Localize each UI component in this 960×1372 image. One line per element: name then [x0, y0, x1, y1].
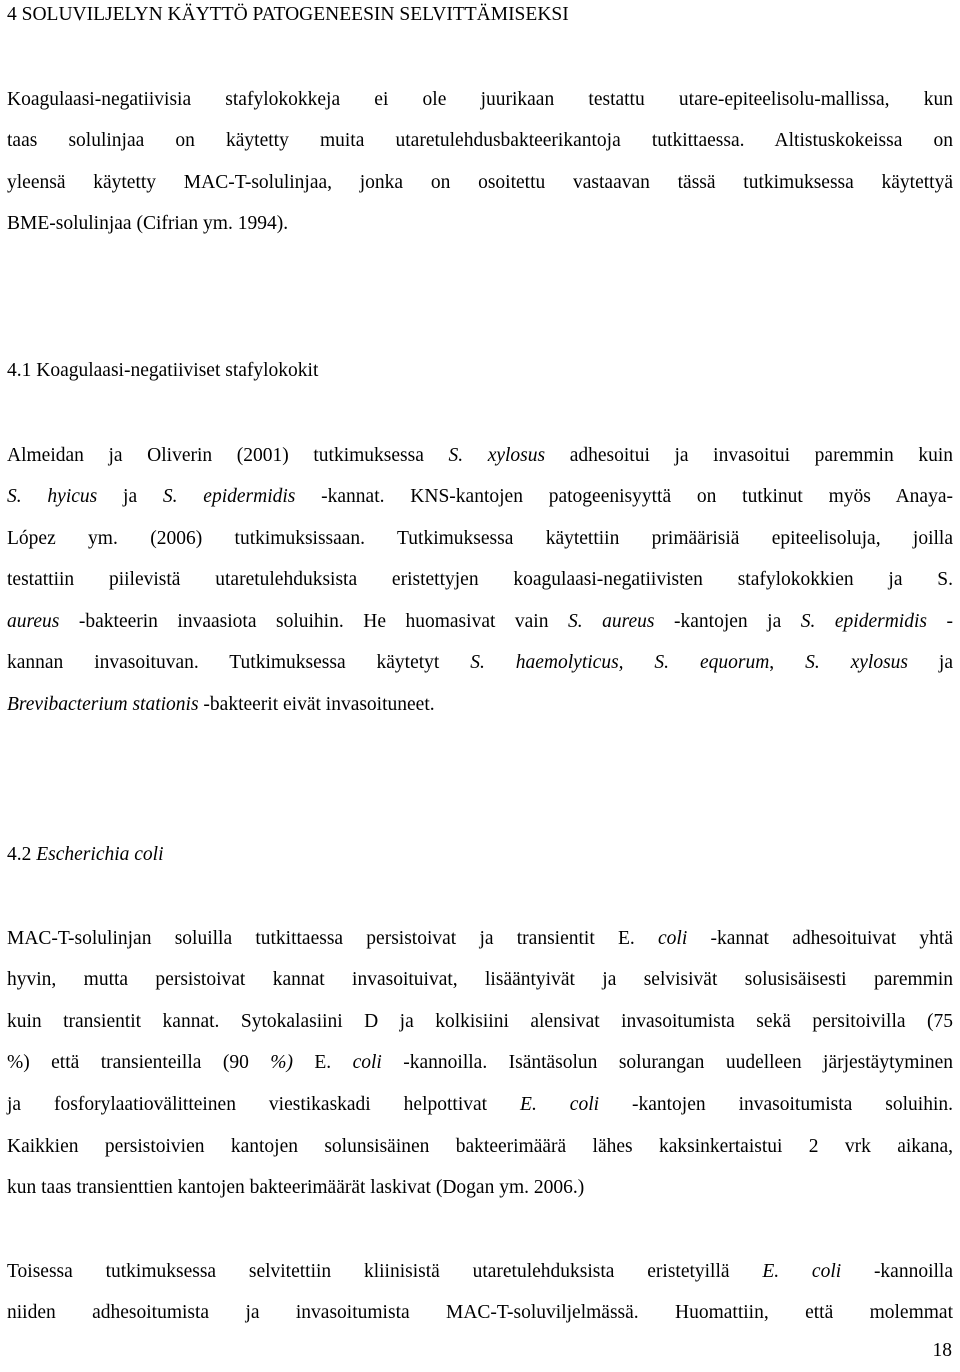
text-line — [7, 693, 953, 717]
section-heading-4-1: 4.1 Koagulaasi-negatiiviset stafylokokit — [7, 360, 319, 381]
text-run: -kannat. KNS-kantojen patogeenisyyttä on tutkinut myös Anaya- — [295, 486, 953, 507]
text-line — [7, 610, 953, 634]
text-run: testattiin piilevistä utaretulehduksista eristettyjen koagulaasi-negatiivisten stafylokokkien ja S. — [7, 569, 953, 590]
text-run: , — [769, 652, 806, 673]
text-line — [7, 1260, 953, 1284]
text-run: E. — [292, 1052, 353, 1073]
text-line — [7, 1093, 953, 1117]
text-run: - — [926, 611, 953, 632]
text-run: %) että transienteilla (90 — [7, 1052, 271, 1073]
italic-text: S. xylosus — [805, 652, 909, 673]
text-run: adhesoitui ja invasoitui paremmin kuin — [545, 445, 953, 466]
text-line — [7, 568, 953, 592]
text-run: -kannat adhesoituivat yhtä — [687, 928, 953, 949]
text-run: ja — [908, 652, 953, 673]
text-line — [7, 1010, 953, 1034]
text-run: ja fosforylaatiovälitteinen viestikaskadi helpottivat — [7, 1094, 521, 1115]
text-run: kuin transientit kannat. Sytokalasiini D ja kolkisiini alensivat invasoitumista sekä persitoivilla (75 — [7, 1011, 953, 1032]
italic-text: S. epidermidis — [800, 611, 927, 632]
text-line — [7, 968, 953, 992]
text-line — [7, 1301, 953, 1325]
text-run: niiden adhesoitumista ja invasoitumista MAC-T-soluviljelmässä. Huomattiin, että molemmat — [7, 1302, 953, 1323]
italic-text: S. xylosus — [448, 445, 546, 466]
italic-text: S. epidermidis — [162, 486, 296, 507]
italic-text: coli — [352, 1052, 382, 1073]
text-line — [7, 1051, 953, 1075]
italic-text: S. aureus — [568, 611, 655, 632]
text-line — [7, 1135, 953, 1159]
italic-text: %) — [270, 1052, 293, 1073]
text-run: -kantojen invasoitumista soluihin. — [599, 1094, 953, 1115]
text-run: -kannoilla — [841, 1261, 953, 1282]
text-run: López ym. (2006) tutkimuksissaan. Tutkimuksessa käytettiin primäärisiä epiteelisoluja, joilla — [7, 528, 953, 549]
text-run: kun taas transienttien kantojen bakteerimäärät laskivat (Dogan ym. 2006.) — [7, 1177, 585, 1198]
italic-text: aureus — [7, 611, 60, 632]
text-line — [7, 444, 953, 468]
text-line — [7, 485, 953, 509]
text-run: -kannoilla. Isäntäsolun solurangan uudelleen järjestäytyminen — [381, 1052, 953, 1073]
text-run: Toisessa tutkimuksessa selvitettiin kliinisistä utaretulehduksista eristetyillä — [7, 1261, 763, 1282]
chapter-heading: 4 SOLUVILJELYN KÄYTTÖ PATOGENEESIN SELVITTÄMISEKSI — [7, 4, 569, 25]
page-number: 18 — [932, 1340, 952, 1361]
text-run: hyvin, mutta persistoivat kannat invasoituivat, lisääntyivät ja selvisivät solusisäisesti paremmin — [7, 969, 953, 990]
italic-text: E. coli — [520, 1094, 600, 1115]
text-line: yleensä käytetty MAC-T-solulinjaa, jonka on osoitettu vastaavan tässä tutkimuksessa käytettyä — [7, 172, 953, 193]
text-run: Almeidan ja Oliverin (2001) tutkimuksessa — [7, 445, 449, 466]
text-line: Koagulaasi-negatiivisia stafylokokkeja ei ole juurikaan testattu utare-epiteelisolu-mallissa, kun — [7, 89, 953, 110]
italic-text: S. hyicus — [7, 486, 98, 507]
text-run: MAC-T-solulinjan soluilla tutkittaessa persistoivat ja transientit E. — [7, 928, 659, 949]
text-run: kannan invasoituvan. Tutkimuksessa käytetyt — [7, 652, 471, 673]
text-line: taas solulinjaa on käytetty muita utaretulehdusbakteerikantoja tutkittaessa. Altistuskokeissa on — [7, 130, 953, 151]
section-heading-4-2 — [7, 844, 164, 866]
text-run: -bakteerit eivät invasoituneet. — [198, 694, 435, 715]
text-run: -bakteerin invaasiota soluihin. He huomasivat vain — [59, 611, 568, 632]
text-line: BME-solulinjaa (Cifrian ym. 1994). — [7, 213, 289, 234]
italic-text: Brevibacterium stationis — [7, 694, 199, 715]
italic-text: coli — [658, 928, 688, 949]
italic-text: E. coli — [762, 1261, 842, 1282]
text-line — [7, 927, 953, 951]
italic-text: S. haemolyticus, S. equorum — [470, 652, 770, 673]
text-line — [7, 651, 953, 675]
text-line — [7, 527, 953, 551]
section-number: 4.2 — [7, 844, 37, 865]
text-run: Kaikkien persistoivien kantojen solunsisäinen bakteerimäärä lähes kaksinkertaistui 2 vrk aikana, — [7, 1136, 953, 1157]
text-run: ja — [97, 486, 163, 507]
text-line — [7, 1176, 953, 1200]
text-run: -kantojen ja — [654, 611, 801, 632]
section-title: Escherichia coli — [36, 844, 164, 865]
